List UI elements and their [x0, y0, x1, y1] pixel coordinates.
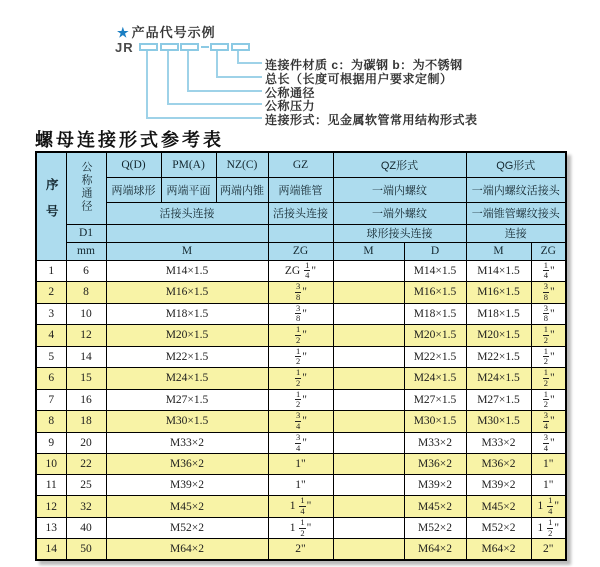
cell-qg-m: M45×2	[466, 496, 531, 518]
cell-m: M20×1.5	[106, 325, 268, 347]
cell-gz-zg: $\frac{1}{2}$ "	[268, 325, 333, 347]
header-row-units	[36, 242, 566, 260]
cell-m: M36×2	[106, 454, 268, 475]
header-row-joint	[36, 202, 566, 224]
diagram-label-material: 连接件材质 c：为碳钢 b：为不锈钢	[265, 58, 463, 72]
cell-seq: 6	[36, 368, 66, 390]
cell-gz-zg: $\frac{3}{4}$ "	[268, 432, 333, 454]
cell-qg-m: M14×1.5	[466, 260, 531, 282]
cell-qg-m: M16×1.5	[466, 282, 531, 304]
cell-qz-d: M39×2	[404, 475, 466, 496]
cell-m: M64×2	[106, 539, 268, 560]
cell-qz-m	[333, 325, 404, 347]
cell-m: M52×2	[106, 517, 268, 539]
cell-qz-d: M36×2	[404, 454, 466, 475]
table-row	[36, 303, 566, 325]
cell-qg-m: M36×2	[466, 454, 531, 475]
cell-qg-m: M52×2	[466, 517, 531, 539]
cell-qg-zg: 1 $\frac{1}{4}$ "	[531, 496, 566, 518]
page-title: 螺母连接形式参考表	[35, 130, 224, 151]
cell-qz-m	[333, 260, 404, 282]
cell-qg-zg: $\frac{3}{8}$ "	[531, 303, 566, 325]
cell-m: M24×1.5	[106, 368, 268, 390]
connector-line	[146, 117, 262, 119]
cell-d1: 50	[66, 539, 106, 560]
cell-qz-d: M16×1.5	[404, 282, 466, 304]
cell-seq: 3	[36, 303, 66, 325]
header-form-qd: Q(D)	[106, 152, 161, 177]
cell-seq: 9	[36, 432, 66, 454]
cell-qz-m	[333, 432, 404, 454]
code-dash	[201, 46, 209, 48]
cell-m: M30×1.5	[106, 411, 268, 433]
cell-qz-m	[333, 475, 404, 496]
header-unit-qg-zg: ZG	[531, 242, 566, 260]
table-row	[36, 475, 566, 496]
header-form-gz: GZ	[268, 152, 333, 177]
header-form-nzc: NZ(C)	[216, 152, 268, 177]
header-empty-m-span	[106, 224, 268, 242]
code-box	[139, 43, 158, 51]
header-conn-qz: 球形接头连接	[333, 224, 466, 242]
table-row	[36, 368, 566, 390]
cell-qz-d: M14×1.5	[404, 260, 466, 282]
diagram-heading	[117, 22, 216, 41]
reference-table	[35, 151, 567, 561]
cell-d1: 25	[66, 475, 106, 496]
header-joint-qg: 一端锥管螺纹接头	[466, 202, 566, 224]
cell-m: M33×2	[106, 432, 268, 454]
diagram-heading-text: 产品代号示例	[131, 25, 216, 40]
cell-qz-m	[333, 282, 404, 304]
header-row-d1	[36, 224, 566, 242]
cell-qg-zg: $\frac{1}{2}$ "	[531, 389, 566, 411]
cell-m: M45×2	[106, 496, 268, 518]
table-row	[36, 496, 566, 518]
connector-line	[167, 103, 262, 105]
cell-seq: 7	[36, 389, 66, 411]
header-conn-qg: 连接	[466, 224, 566, 242]
connector-line	[146, 51, 148, 117]
cell-qg-m: M30×1.5	[466, 411, 531, 433]
cell-m: M22×1.5	[106, 346, 268, 368]
cell-qz-d: M18×1.5	[404, 303, 466, 325]
cell-qz-m	[333, 496, 404, 518]
cell-qg-zg: 1 $\frac{1}{2}$ "	[531, 517, 566, 539]
cell-d1: 40	[66, 517, 106, 539]
cell-d1: 12	[66, 325, 106, 347]
cell-qg-zg: $\frac{3}{4}$ "	[531, 411, 566, 433]
cell-qg-zg: $\frac{3}{8}$ "	[531, 282, 566, 304]
cell-gz-zg: 1"	[268, 475, 333, 496]
cell-gz-zg: 1 $\frac{1}{4}$ "	[268, 496, 333, 518]
header-joint-qz: 一端外螺纹	[333, 202, 466, 224]
cell-qz-m	[333, 303, 404, 325]
header-unit-qz-d: D	[404, 242, 466, 260]
code-box	[160, 43, 179, 51]
cell-gz-zg: $\frac{3}{8}$ "	[268, 303, 333, 325]
cell-qg-zg: $\frac{1}{2}$ "	[531, 325, 566, 347]
diagram-label-length: 总长（长度可根据用户要求定制）	[265, 72, 453, 86]
header-d1: D1	[66, 224, 106, 242]
cell-qz-d: M20×1.5	[404, 325, 466, 347]
cell-gz-zg: ZG $\frac{1}{4}$ "	[268, 260, 333, 282]
header-unit-qz-m: M	[333, 242, 404, 260]
table-row	[36, 454, 566, 475]
connector-line	[187, 51, 189, 90]
diagram-label-diameter: 公称通径	[265, 86, 316, 100]
code-box	[180, 43, 199, 51]
cell-qz-d: M45×2	[404, 496, 466, 518]
cell-qg-zg: $\frac{1}{4}$ "	[531, 260, 566, 282]
header-ends-pma: 两端平面	[161, 177, 216, 202]
table-row	[36, 325, 566, 347]
connector-line	[216, 51, 218, 76]
cell-qg-zg: 1"	[531, 454, 566, 475]
header-seq-label: 序号	[44, 178, 59, 232]
header-empty-gz	[268, 224, 333, 242]
cell-d1: 6	[66, 260, 106, 282]
cell-m: M14×1.5	[106, 260, 268, 282]
cell-m: M18×1.5	[106, 303, 268, 325]
table-row	[36, 282, 566, 304]
header-joint-gz: 活接头连接	[268, 202, 333, 224]
connector-line	[216, 76, 262, 78]
header-row-forms	[36, 152, 566, 177]
cell-qg-m: M24×1.5	[466, 368, 531, 390]
cell-qg-zg: $\frac{3}{4}$ "	[531, 432, 566, 454]
cell-seq: 5	[36, 346, 66, 368]
cell-d1: 32	[66, 496, 106, 518]
cell-d1: 14	[66, 346, 106, 368]
connector-line	[187, 90, 262, 92]
cell-qz-m	[333, 368, 404, 390]
cell-gz-zg: 1"	[268, 454, 333, 475]
cell-gz-zg: 1 $\frac{1}{2}$ "	[268, 517, 333, 539]
cell-m: M16×1.5	[106, 282, 268, 304]
cell-gz-zg: $\frac{3}{4}$ "	[268, 411, 333, 433]
header-row-ends	[36, 177, 566, 202]
cell-m: M39×2	[106, 475, 268, 496]
cell-m: M27×1.5	[106, 389, 268, 411]
table-row	[36, 539, 566, 560]
header-unit-qg-m: M	[466, 242, 531, 260]
cell-qz-m	[333, 389, 404, 411]
cell-qz-d: M33×2	[404, 432, 466, 454]
cell-qz-d: M64×2	[404, 539, 466, 560]
header-form-qz: QZ形式	[333, 152, 466, 177]
cell-qg-zg: $\frac{1}{2}$ "	[531, 346, 566, 368]
star-icon: ★	[117, 25, 130, 40]
table-row	[36, 346, 566, 368]
cell-d1: 8	[66, 282, 106, 304]
header-seq	[36, 152, 66, 260]
header-ends-qd: 两端球形	[106, 177, 161, 202]
code-prefix: JR	[115, 40, 134, 55]
cell-seq: 11	[36, 475, 66, 496]
table-row	[36, 517, 566, 539]
cell-gz-zg: $\frac{1}{2}$ "	[268, 368, 333, 390]
header-unit-zg: ZG	[268, 242, 333, 260]
cell-qz-m	[333, 539, 404, 560]
header-ends-qg: 一端内螺纹活接头	[466, 177, 566, 202]
cell-d1: 18	[66, 411, 106, 433]
cell-d1: 22	[66, 454, 106, 475]
cell-d1: 20	[66, 432, 106, 454]
header-ends-nzc: 两端内锥	[216, 177, 268, 202]
diagram-label-pressure: 公称压力	[265, 99, 316, 113]
cell-gz-zg: $\frac{3}{8}$ "	[268, 282, 333, 304]
cell-d1: 16	[66, 389, 106, 411]
cell-gz-zg: $\frac{1}{2}$ "	[268, 346, 333, 368]
cell-qg-zg: $\frac{1}{2}$ "	[531, 368, 566, 390]
header-ends-qz: 一端内螺纹	[333, 177, 466, 202]
table-row	[36, 389, 566, 411]
header-ends-gz: 两端锥管	[268, 177, 333, 202]
cell-qg-m: M33×2	[466, 432, 531, 454]
cell-seq: 14	[36, 539, 66, 560]
cell-qg-zg: 2"	[531, 539, 566, 560]
cell-qg-zg: 1"	[531, 475, 566, 496]
table-row	[36, 260, 566, 282]
cell-seq: 2	[36, 282, 66, 304]
cell-qg-m: M20×1.5	[466, 325, 531, 347]
header-nd-label: 公称通径	[80, 160, 92, 213]
cell-gz-zg: $\frac{1}{2}$ "	[268, 389, 333, 411]
header-unit-m: M	[106, 242, 268, 260]
cell-seq: 13	[36, 517, 66, 539]
diagram-label-connection: 连接形式：见金属软管常用结构形式表	[265, 113, 478, 127]
cell-qz-d: M24×1.5	[404, 368, 466, 390]
connector-line	[237, 51, 239, 62]
cell-seq: 8	[36, 411, 66, 433]
cell-qz-m	[333, 346, 404, 368]
header-form-pma: PM(A)	[161, 152, 216, 177]
cell-qg-m: M18×1.5	[466, 303, 531, 325]
header-joint-union: 活接头连接	[106, 202, 268, 224]
cell-qg-m: M39×2	[466, 475, 531, 496]
cell-qg-m: M27×1.5	[466, 389, 531, 411]
cell-qz-d: M27×1.5	[404, 389, 466, 411]
code-box	[231, 43, 250, 51]
cell-seq: 1	[36, 260, 66, 282]
table-row	[36, 411, 566, 433]
cell-seq: 10	[36, 454, 66, 475]
header-mm: mm	[66, 242, 106, 260]
table-row	[36, 432, 566, 454]
header-form-qg: QG形式	[466, 152, 566, 177]
cell-seq: 12	[36, 496, 66, 518]
cell-qz-d: M30×1.5	[404, 411, 466, 433]
header-nominal-diameter	[66, 152, 106, 224]
cell-qz-d: M22×1.5	[404, 346, 466, 368]
cell-gz-zg: 2"	[268, 539, 333, 560]
cell-qg-m: M22×1.5	[466, 346, 531, 368]
cell-qz-m	[333, 454, 404, 475]
connector-line	[237, 62, 262, 64]
cell-qz-m	[333, 411, 404, 433]
cell-qg-m: M64×2	[466, 539, 531, 560]
code-box	[210, 43, 229, 51]
cell-qz-d: M52×2	[404, 517, 466, 539]
cell-qz-m	[333, 517, 404, 539]
cell-d1: 10	[66, 303, 106, 325]
cell-d1: 15	[66, 368, 106, 390]
connector-line	[167, 51, 169, 103]
cell-seq: 4	[36, 325, 66, 347]
